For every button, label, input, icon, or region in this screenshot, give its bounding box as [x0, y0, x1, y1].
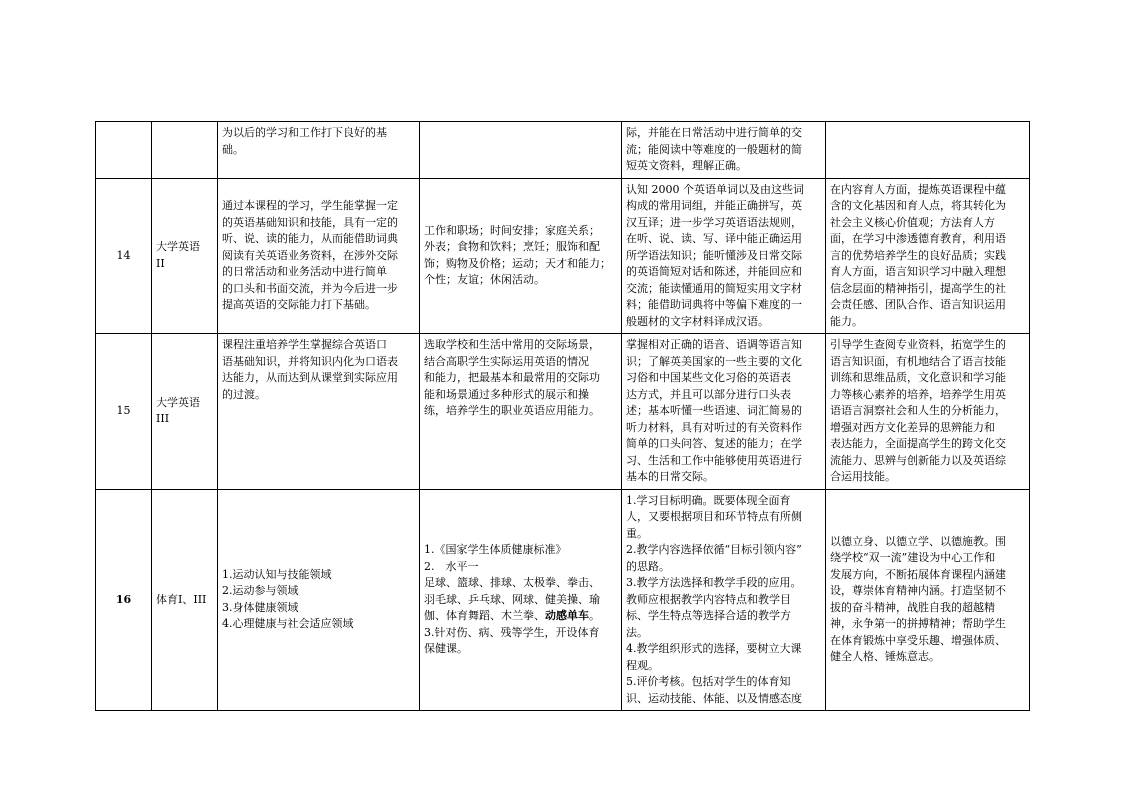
text-line: 和能力，把最基本和最常用的交际功 [424, 371, 600, 384]
text-line: 交流；能读懂通用的简短实用文字材 [626, 281, 802, 295]
text-line: 以德立身、以德立学、以德施教。围 [830, 534, 1006, 548]
course-objective-cell [218, 178, 420, 334]
course-table [95, 121, 1030, 711]
text-line: 程观。 [626, 658, 659, 672]
row-number-cell [96, 122, 152, 179]
text-line: 识、运动技能、体能、以及情感态度 [626, 691, 802, 705]
course-content-cell [420, 122, 622, 179]
table-row [96, 489, 1030, 711]
text-line: 掌握相对正确的语音、语调等语言知 [626, 338, 802, 351]
text-line: 流能力、思辨与创新能力以及英语综 [830, 453, 1006, 467]
text-line: 5.评价考核。包括对学生的体育知 [626, 675, 791, 688]
text-line: 饰；购物及价格；运动；天才和能力； [424, 256, 611, 270]
ideology-cell [826, 178, 1030, 334]
course-name-cell [152, 122, 218, 179]
ideology-cell [826, 122, 1030, 179]
course-objective-cell [218, 334, 420, 490]
text-line: 法。 [626, 625, 648, 639]
text-line: 际，并能在日常活动中进行简单的交 [626, 126, 802, 139]
text-line: 训练和思维品质，文化意识和学习能 [830, 371, 1006, 384]
text-line: 3.身体健康领域 [222, 600, 299, 614]
text-line: 为以后的学习和工作打下良好的基 [222, 126, 387, 139]
text-line: 练，培养学生的职业英语应用能力。 [424, 404, 600, 417]
text-line: 汉互译；进一步学习英语语法规则， [626, 215, 802, 229]
text-line: 增强对西方文化差异的思辨能力和 [830, 420, 995, 434]
course-content-cell [420, 334, 622, 490]
text-line: 达方式，并且可以部分进行口头表 [626, 387, 791, 401]
highlighted-text: 动感单车 [545, 609, 589, 622]
teaching-requirements-cell [622, 122, 826, 179]
text-line: 基本的日常交际。 [626, 470, 714, 483]
text-line: 语基础知识，并将知识内化为口语表 [222, 354, 398, 368]
text-line: 识；了解英美国家的一些主要的文化 [626, 354, 802, 368]
teaching-requirements-cell [622, 334, 826, 490]
text-line: 所学语法知识；能听懂涉及日常交际 [626, 248, 802, 262]
text-line: 表达能力，全面提高学生的跨文化交 [830, 437, 1006, 450]
row-number-cell: 15 [96, 334, 152, 490]
text-line: 在听、说、读、写、译中能正确运用 [626, 232, 802, 245]
text-line: 简单的口头问答、复述的能力；在学 [626, 437, 802, 450]
text-line: 料；能借助词典将中等偏下难度的一 [626, 298, 802, 311]
course-objective-cell [218, 489, 420, 711]
text-line: 的口头和书面交流，并为今后进一步 [222, 281, 398, 295]
text-line: 含的文化基因和育人点，将其转化为 [830, 199, 1006, 212]
teaching-requirements-cell [622, 178, 826, 334]
text-line: 大学英语 [156, 240, 200, 254]
text-line: 社会主义核心价值观；方法育人方 [830, 215, 995, 229]
text-line: 1.学习目标明确。既要体现全面育 [626, 493, 791, 507]
text-line: 1.运动认知与技能领域 [222, 567, 332, 581]
text-line: 习俗和中国某些文化习俗的英语表 [626, 371, 791, 384]
text-line: 3.针对伤、病、残等学生，开设体育 [424, 625, 600, 639]
text-line: 神，永争第一的拼搏精神；帮助学生 [830, 617, 1006, 631]
text-line: 3.教学方法选择和教学手段的应用。 [626, 576, 802, 589]
text-line: 在内容育人方面，提炼英语课程中蕴 [830, 182, 1006, 196]
text-line: 足球、篮球、排球、太极拳、拳击、 [424, 576, 600, 589]
text-line: 听、说、读的能力，从而能借助词典 [222, 232, 398, 245]
text-line: 短英文资料，理解正确。 [626, 159, 747, 172]
text-line: 的思路。 [626, 559, 670, 573]
text-line: 课程注重培养学生掌握综合英语口 [222, 338, 387, 351]
text-line: 认知 2000 个英语单词以及由这些词 [626, 182, 804, 196]
text-line: 体育I、III [156, 592, 207, 606]
text-line: 拔的奋斗精神，战胜自我的超越精 [830, 600, 995, 614]
teaching-requirements-cell [622, 489, 826, 711]
text-line: 能力。 [830, 314, 863, 328]
text-line: 发展方向，不断拓展体育课程内涵建 [830, 567, 1006, 581]
text-line: III [156, 412, 170, 426]
table-row [96, 122, 1030, 179]
text-line: 人，又要根据项目和环节特点有所侧 [626, 510, 802, 523]
text-line: 础。 [222, 142, 244, 156]
text-line: 设，尊崇体育精神内涵。打造坚韧不 [830, 584, 1006, 598]
text-line: 2.教学内容选择依循“目标引领内容” [626, 543, 802, 556]
text-line: 引导学生查阅专业资料，拓宽学生的 [830, 338, 1006, 351]
text-line: 结合高职学生实际运用英语的情况 [424, 354, 589, 368]
text-line: 1.《国家学生体质健康标准》 [424, 543, 567, 556]
text-line: 教师应根据教学内容特点和教学目 [626, 592, 791, 606]
text-line: 外表；食物和饮料；烹饪；服饰和配 [424, 240, 600, 254]
text-line: II [156, 256, 165, 270]
row-number-cell: 14 [96, 178, 152, 334]
text-line: 选取学校和生活中常用的交际场景， [424, 338, 600, 351]
text-line: 阅读有关英语业务资料，在涉外交际 [222, 248, 398, 262]
row-number-cell: 16 [96, 489, 152, 711]
ideology-cell [826, 334, 1030, 490]
text-line: 言的优势培养学生的良好品质；实践 [830, 248, 1006, 262]
text-line: 合运用技能。 [830, 470, 896, 483]
table-row [96, 178, 1030, 334]
ideology-cell [826, 489, 1030, 711]
text-line: 保健课。 [424, 642, 468, 655]
text-line: 工作和职场；时间安排；家庭关系； [424, 223, 600, 237]
text-line: 重。 [626, 526, 648, 540]
text-line: 标、学生特点等选择合适的教学方 [626, 609, 791, 622]
text-line: 述；基本听懂一些语速、词汇简易的 [626, 404, 802, 417]
text-line: 健全人格、锤炼意志。 [830, 650, 940, 664]
text-line: 力等核心素养的培养，培养学生用英 [830, 387, 1006, 401]
text-line: 构成的常用词组，并能正确拼写，英 [626, 199, 802, 212]
text-line: 4.心理健康与社会适应领域 [222, 617, 354, 631]
text-line: 会责任感、团队合作、语言知识运用 [830, 298, 1006, 311]
text-line: 的过渡。 [222, 387, 266, 401]
course-name-cell [152, 178, 218, 334]
text-line: 绕学校“双一流”建设为中心工作和 [830, 551, 996, 565]
text-line: 信念层面的精神指引，提高学生的社 [830, 281, 1006, 295]
text-line: 般题材的文字材料译成汉语。 [626, 314, 769, 328]
text-line: 达能力，从而达到从课堂到实际应用 [222, 371, 398, 384]
text-line: 大学英语 [156, 395, 200, 409]
course-name-cell [152, 334, 218, 490]
text-line: 通过本课程的学习，学生能掌握一定 [222, 199, 398, 212]
text-line: 2.运动参与领域 [222, 584, 299, 598]
text-line: 的英语基础知识和技能，具有一定的 [222, 215, 398, 229]
course-name-cell [152, 489, 218, 711]
text-line: 提高英语的交际能力打下基础。 [222, 298, 376, 311]
text-line: 在体育锻炼中享受乐趣、增强体质、 [830, 633, 1006, 647]
text-line: 的英语简短对话和陈述，并能回应和 [626, 265, 802, 278]
text-line: 伽、体育舞蹈、木兰拳、动感单车。 [424, 609, 600, 622]
text-line: 2. 水平一 [424, 559, 479, 573]
text-line: 面，在学习中渗透德育教育，利用语 [830, 232, 1006, 245]
text-line: 能和场景通过多种形式的展示和操 [424, 387, 589, 401]
course-objective-cell [218, 122, 420, 179]
text-line: 个性；友谊；休闲活动。 [424, 273, 545, 287]
course-content-cell [420, 489, 622, 711]
text-line: 语语言洞察社会和人生的分析能力， [830, 404, 1006, 417]
text-line: 育人方面，语言知识学习中融入理想 [830, 265, 1006, 278]
text-line: 4.教学组织形式的选择，要树立大课 [626, 642, 802, 655]
text-line: 流；能阅读中等难度的一般题材的简 [626, 142, 802, 156]
table-row [96, 334, 1030, 490]
text-line: 语言知识面，有机地结合了语言技能 [830, 354, 1006, 368]
text-line: 的日常活动和业务活动中进行简单 [222, 265, 387, 278]
text-line: 习、生活和工作中能够使用英语进行 [626, 453, 802, 467]
text-line: 羽毛球、乒乓球、网球、健美操、瑜 [424, 592, 600, 606]
course-content-cell [420, 178, 622, 334]
text-line: 听力材料，具有对听过的有关资料作 [626, 420, 802, 434]
